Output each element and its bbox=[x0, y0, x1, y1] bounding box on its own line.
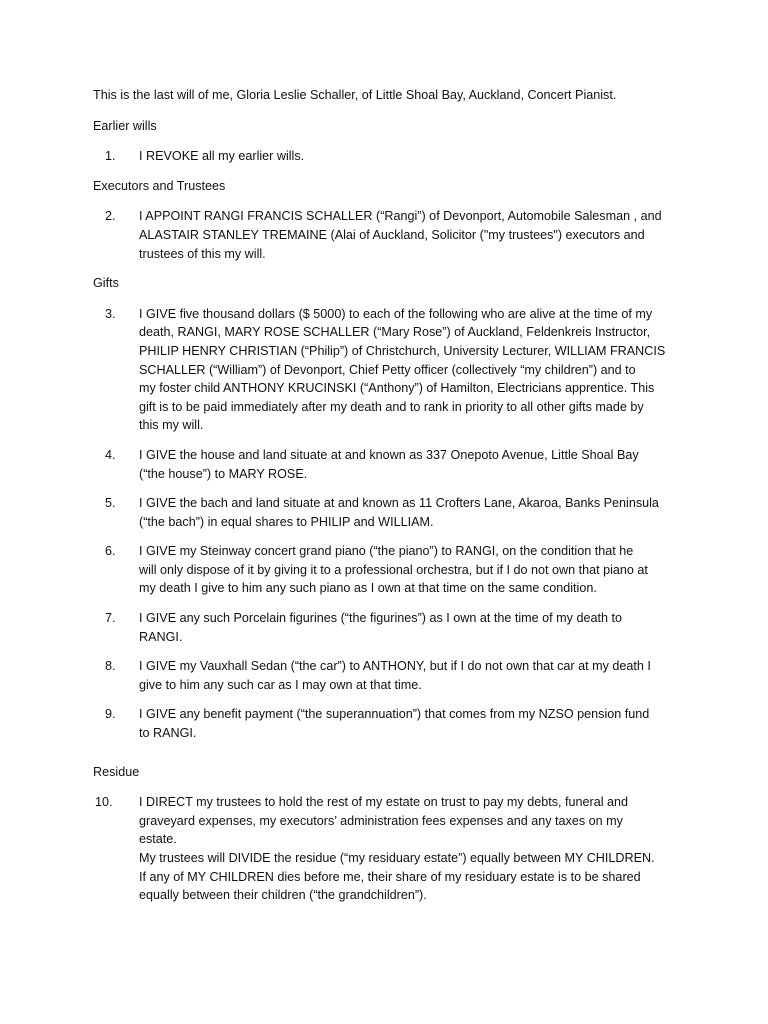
clause-text: I GIVE my Steinway concert grand piano (“the piano”) to RANGI, on the condition that he will only dispose of it by giving it to a professional orchestra, but if I do not own that piano at my death I give to him any such piano as I own at that time on the same condition. bbox=[139, 544, 648, 596]
clause-8 bbox=[93, 657, 708, 694]
clause-number: 2. bbox=[105, 209, 116, 224]
clause-number: 3. bbox=[105, 306, 116, 321]
clause-text: I REVOKE all my earlier wills. bbox=[139, 149, 305, 164]
clause-4 bbox=[93, 446, 708, 483]
heading-gifts: Gifts bbox=[93, 276, 119, 291]
clause-5 bbox=[93, 494, 708, 531]
clause-text: I GIVE any benefit payment (“the superannuation”) that comes from my NZSO pension fund to RANGI. bbox=[139, 707, 650, 741]
clause-1 bbox=[93, 147, 708, 166]
clause-text: I GIVE five thousand dollars ($ 5000) to each of the following who are alive at the time of my death, RANGI, MARY ROSE SCHALLER (“Mary Rose”) of Auckland, Feldenkreis Instructor, PHILIP HENRY CHRISTIAN (“Philip”) of Christchurch, University Lecturer, WILLIAM FRANCIS SCHALLER (“William”) of Devonport, Chief Petty officer (collectively “my children”) and to my foster child ANTHONY KRUCINSKI (“Anthony”) of Hamilton, Electricians apprentice. This gift is to be paid immediately after my death and to rank in priority to all other gifts made by this my will. bbox=[139, 306, 666, 433]
clause-text: I GIVE the bach and land situate at and known as 11 Crofters Lane, Akaroa, Banks Peninsula (“the bach”) in equal shares to PHILIP and WILLIAM. bbox=[139, 496, 659, 529]
clause-number: 6. bbox=[105, 544, 116, 559]
clause-text: I APPOINT RANGI FRANCIS SCHALLER (“Rangi”) of Devonport, Automobile Salesman , and ALASTAIR STANLEY TREMAINE (Alai of Auckland, Solicitor ("my trustees") executors and trustees of this my will. bbox=[139, 209, 662, 261]
clause-number: 10. bbox=[95, 795, 113, 810]
clause-number: 1. bbox=[105, 149, 116, 164]
heading-executors: Executors and Trustees bbox=[93, 178, 226, 193]
clause-number: 8. bbox=[105, 659, 116, 674]
heading-earlier-wills: Earlier wills bbox=[93, 118, 157, 133]
clause-2 bbox=[93, 207, 708, 263]
clause-number: 5. bbox=[105, 496, 116, 511]
clause-6 bbox=[93, 542, 708, 598]
clause-text: I GIVE the house and land situate at and known as 337 Onepoto Avenue, Little Shoal Bay (“the house”) to MARY ROSE. bbox=[139, 447, 639, 481]
will-intro: This is the last will of me, Gloria Leslie Schaller, of Little Shoal Bay, Auckland, Concert Pianist. bbox=[93, 88, 617, 102]
clause-text: I DIRECT my trustees to hold the rest of my estate on trust to pay my debts, funeral and graveyard expenses, my executors’ administration fees expenses and any taxes on my estate. My trustees will DIVIDE the residue (“my residuary estate”) equally between MY CHILDREN. If any of MY CHILDREN dies before me, their share of my residuary estate is to be shared equally between their children (“the grandchildren”). bbox=[139, 795, 655, 903]
clause-10 bbox=[93, 793, 708, 905]
clause-text: I GIVE any such Porcelain figurines (“the figurines”) as I own at the time of my death to RANGI. bbox=[139, 611, 622, 644]
clause-9 bbox=[93, 705, 708, 742]
heading-residue: Residue bbox=[93, 764, 140, 779]
clause-7 bbox=[93, 609, 708, 646]
clause-3 bbox=[93, 305, 708, 435]
clause-number: 9. bbox=[105, 707, 116, 722]
clause-number: 7. bbox=[105, 611, 116, 626]
clause-text: I GIVE my Vauxhall Sedan (“the car”) to ANTHONY, but if I do not own that car at my death I give to him any such car as I may own at that time. bbox=[139, 659, 651, 692]
clause-number: 4. bbox=[105, 447, 116, 462]
